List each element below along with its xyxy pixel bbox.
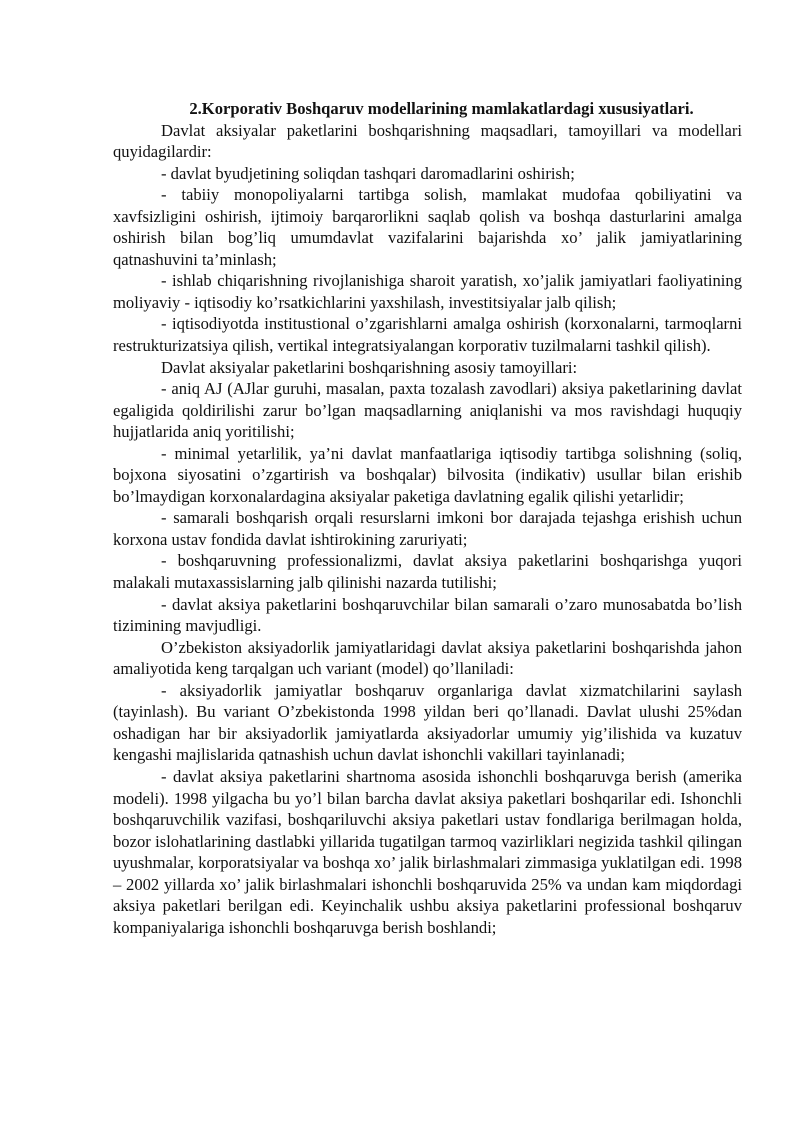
paragraph-goal-production: - ishlab chiqarishning rivojlanishiga sharoit yaratish, xo’jalik jamiyatlari faoliyatining moliyaviy - iqtisodiy ko’rsatkichlarini yaxshilash, investitsiyalar jalb qilish; [113,271,742,312]
paragraph-model-trust-management: - davlat aksiya paketlarini shartnoma asosida ishonchli boshqaruvga berish (amerika modeli). 1998 yilgacha bu yo’l bilan barcha davlat aksiya paketlari boshqarilar edi. Ishonchli boshqaruvchilik vazifasi, boshqariluvchi aksiya paketlari ustav fondlariga berilmagan holda, bozor islohatlarining dastlabki yillarida tugatilgan tarmoq vazirliklari negizida tashkil qilingan uyushmalar, korporatsiyalar va boshqa xo’ jalik birlashmalari zimmasiga yuklatilgan edi. 1998 – 2002 yillarda xo’ jalik birlashmalari ishonchli boshqaruvida 25% va undan kam miqdordagi aksiya paketlari berilgan edi. Keyinchalik ushbu aksiya paketlarini professional boshqaruv kompaniyalariga ishonchli boshqaruvga berish boshlandi; [113,766,742,937]
paragraph-goal-monopolies: - tabiiy monopoliyalarni tartibga solish, mamlakat mudofaa qobiliyatini va xavfsizligini oshirish, ijtimoiy barqarorlikni saqlab qolish va boshqa dasturlarini amalga oshirish bilan bog’liq umumdavlat vazifalarini bajarishda xo’ jalik jamiyatlarining qatnashuvini ta’minlash; [113,185,742,269]
paragraph-principle-specific-goals: - aniq AJ (AJlar guruhi, masalan, paxta tozalash zavodlari) aksiya paketlarining davlat egaligida qoldirilishi zarur bo’lgan maqsadlarning aniqlanishi va mos ravishdagi huquqiy hujjatlarida aniq yoritilishi; [113,379,742,442]
paragraph-models-intro: O’zbekiston aksiyadorlik jamiyatlaridagi davlat aksiya paketlarini boshqarishda jahon amaliyotida keng tarqalgan uch variant (model) qo’llaniladi: [113,637,742,679]
paragraph-principle-minimal-sufficiency: - minimal yetarlilik, ya’ni davlat manfaatlariga iqtisodiy tartibga solishning (soliq, bojxona siyosatini o’zgartirish va boshqalar) bilvosita (indikativ) usullar bilan erishib bo’lmaydigan korxonalardagina aksiyalar paketiga davlatning egalik qilishi yetarlidir; [113,443,742,506]
paragraph-principle-professionalism: - boshqaruvning professionalizmi, davlat aksiya paketlarini boshqarishga yuqori malakali mutaxassislarning jalb qilinishi nazarda tutilishi; [113,551,742,593]
paragraph-model-civil-servants: - aksiyadorlik jamiyatlar boshqaruv organlariga davlat xizmatchilarini saylash (tayinlash). Bu variant O’zbekistonda 1998 yildan beri qo’llanadi. Davlat ulushi 25%dan oshadigan har bir aksiyadorlik jamiyatlarda aksiyadorlar umumiy yig’ilishida va kuzatuv kengashi majlislarida qatnashish uchun davlat ishonchli vakillari tayinlanadi; [113,680,742,765]
paragraph-intro-goals: Davlat aksiyalar paketlarini boshqarishning maqsadlari, tamoyillari va modellari quyidagilardir: [113,120,742,162]
document-body [113,98,742,938]
paragraph-principle-interaction: - davlat aksiya paketlarini boshqaruvchilar bilan samarali o’zaro munosabatda bo’lish tizimining mavjudligi. [113,594,742,636]
paragraph-goal-institutional: - iqtisodiyotda institustional o’zgarishlarni amalga oshirish (korxonalarni, tarmoqlarni restrukturizatsiya qilish, vertikal integratsiyalangan korporativ tuzilmalarni tashkil qilish). [113,314,742,356]
paragraph-goal-budget: - davlat byudjetining soliqdan tashqari daromadlarini oshirish; [161,163,575,183]
paragraph-principles-intro: Davlat aksiyalar paketlarini boshqarishning asosiy tamoyillari: [161,357,578,377]
paragraph-principle-efficient-management: - samarali boshqarish orqali resurslarni imkoni bor darajada tejashga erishish uchun korxona ustav fondida davlat ishtirokining zaruriyati; [113,508,742,549]
section-heading: 2.Korporativ Boshqaruv modellarining mamlakatlardagi xususiyatlari. [189,99,694,118]
